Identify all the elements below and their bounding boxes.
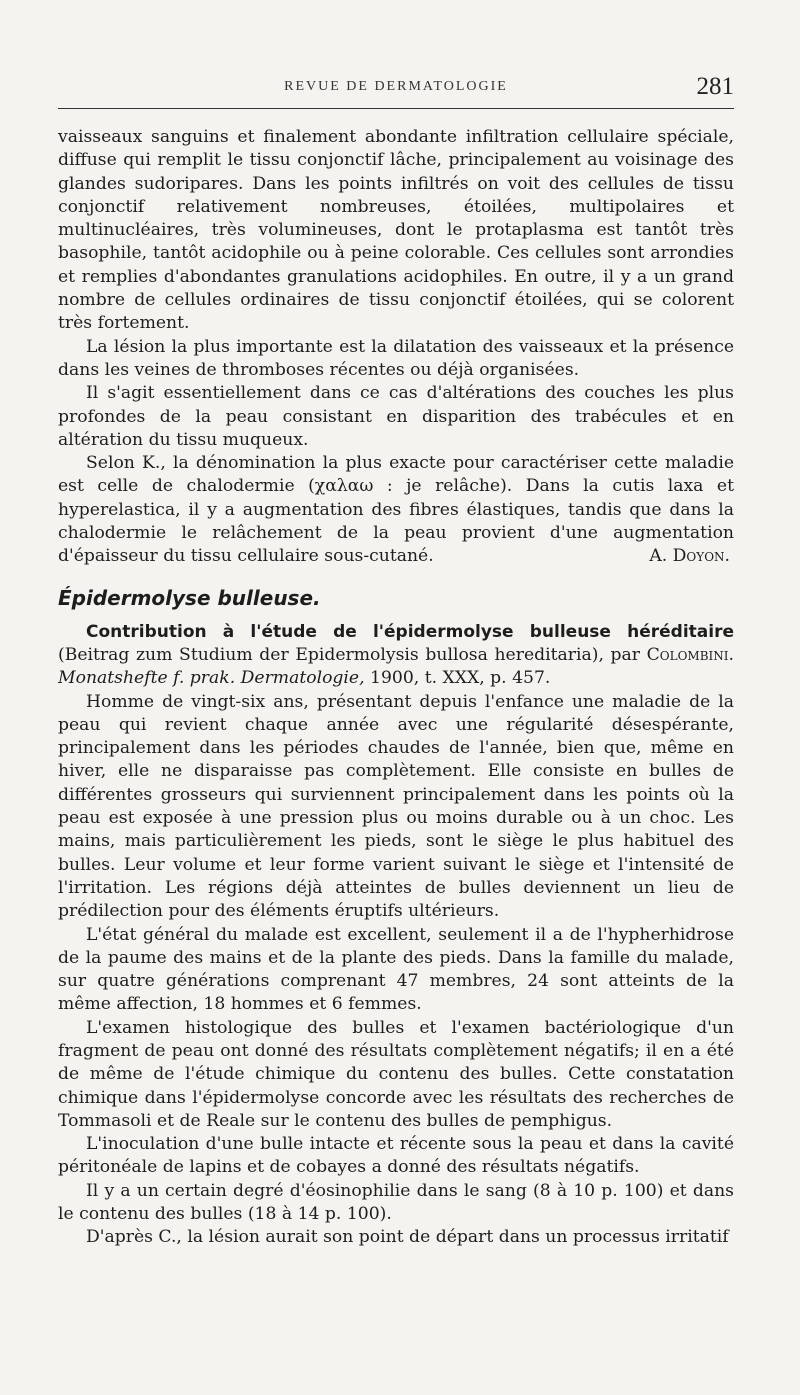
citation-details: 1900, t. XXX, p. 457. [364,668,551,689]
page-header [58,72,734,102]
citation-journal: Monatshefte f. prak. Dermatologie, [58,668,365,689]
running-title: REVUE DE DERMATOLOGIE [284,79,508,94]
paragraph-text: Selon K., la dénomination la plus exacte pour caractériser cette maladie est celle de chalodermie (χαλαω : je relâche). Dans la cutis laxa et hyperelastica, il y a augmentation des fibres élastiques, tandis que dans la chalodermie le relâchement de la peau provient d'une augmentation d'épaisseur du tissu cellulaire sous-cutané. [58,453,734,567]
citation-author: Colombini. [646,644,734,665]
article-reference [58,621,734,691]
paragraph: L'inoculation d'une bulle intacte et récente sous la peau et dans la cavité péritonéale de lapins et de cobayes a donné des résultats négatifs. [58,1134,734,1178]
signature: A. Doyon. [649,546,730,567]
citation-text: (Beitrag zum Studium der Epidermolysis bullosa hereditaria), par [58,644,647,665]
section-heading: Épidermolyse bulleuse. [58,585,321,610]
paragraph: La lésion la plus importante est la dilatation des vaisseaux et la présence dans les veines de thromboses récentes ou déjà organisées. [58,336,734,380]
paragraph: L'état général du malade est excellent, seulement il a de l'hypherhidrose de la paume des mains et de la plante des pieds. Dans la famille du malade, sur quatre générations comprenant 47 membres, 24 sont atteints de la même affection, 18 hommes et 6 femmes. [58,924,734,1015]
page-number: 281 [696,73,734,100]
article-title: Contribution à l'étude de l'épidermolyse bulleuse héréditaire [86,621,734,642]
paragraph [58,452,734,568]
header-rule [58,108,734,109]
paragraph: Homme de vingt-six ans, présentant depuis l'enfance une maladie de la peau qui revient chaque année avec une régularité désespérante, principalement dans les périodes chaudes de l'année, bien que, même en hiver, elle ne disparaisse pas complètement. Elle consiste en bulles de différentes grosseurs qui surviennent principalement dans les points où la peau est exposée à une pression plus ou moins durable ou à un choc. Les mains, mais particulièrement les pieds, sont le siège le plus habituel des bulles. Leur volume et leur forme varient suivant le siège et l'intensité de l'irritation. Les régions déjà atteintes de bulles deviennent un lieu de prédilection pour des éléments éruptifs ultérieurs. [58,691,734,922]
page-body [58,126,734,1250]
paragraph: Il y a un certain degré d'éosinophilie dans le sang (8 à 10 p. 100) et dans le contenu des bulles (18 à 14 p. 100). [58,1180,734,1225]
paragraph: L'examen histologique des bulles et l'examen bactériologique d'un fragment de peau ont donné des résultats complètement négatifs; il en a été de même de l'étude chimique du contenu des bulles. Cette constatation chimique dans l'épidermolyse concorde avec les résultats des recherches de Tommasoli et de Reale sur le contenu des bulles de pemphigus. [58,1017,734,1131]
paragraph: Il s'agit essentiellement dans ce cas d'altérations des couches les plus profondes de la peau consistant en disparition des trabécules et en altération du tissu muqueux. [58,383,734,450]
paragraph: vaisseaux sanguins et finalement abondante infiltration cellulaire spéciale, diffuse qui remplit le tissu conjonctif lâche, principalement au voisinage des glandes sudoripares. Dans les points infiltrés on voit des cellules de tissu conjonctif relativement nombreuses, étoilées, multipolaires et multinucléaires, très volumineuses, dont le protaplasma est tantôt très basophile, tantôt acidophile ou à peine colorable. Ces cellules sont arrondies et remplies d'abondantes granulations acidophiles. En outre, il y a un grand nombre de cellules ordinaires de tissu conjonctif étoilées, qui se colorent très fortement. [58,127,734,334]
paragraph: D'après C., la lésion aurait son point de départ dans un processus irritatif [86,1227,729,1248]
